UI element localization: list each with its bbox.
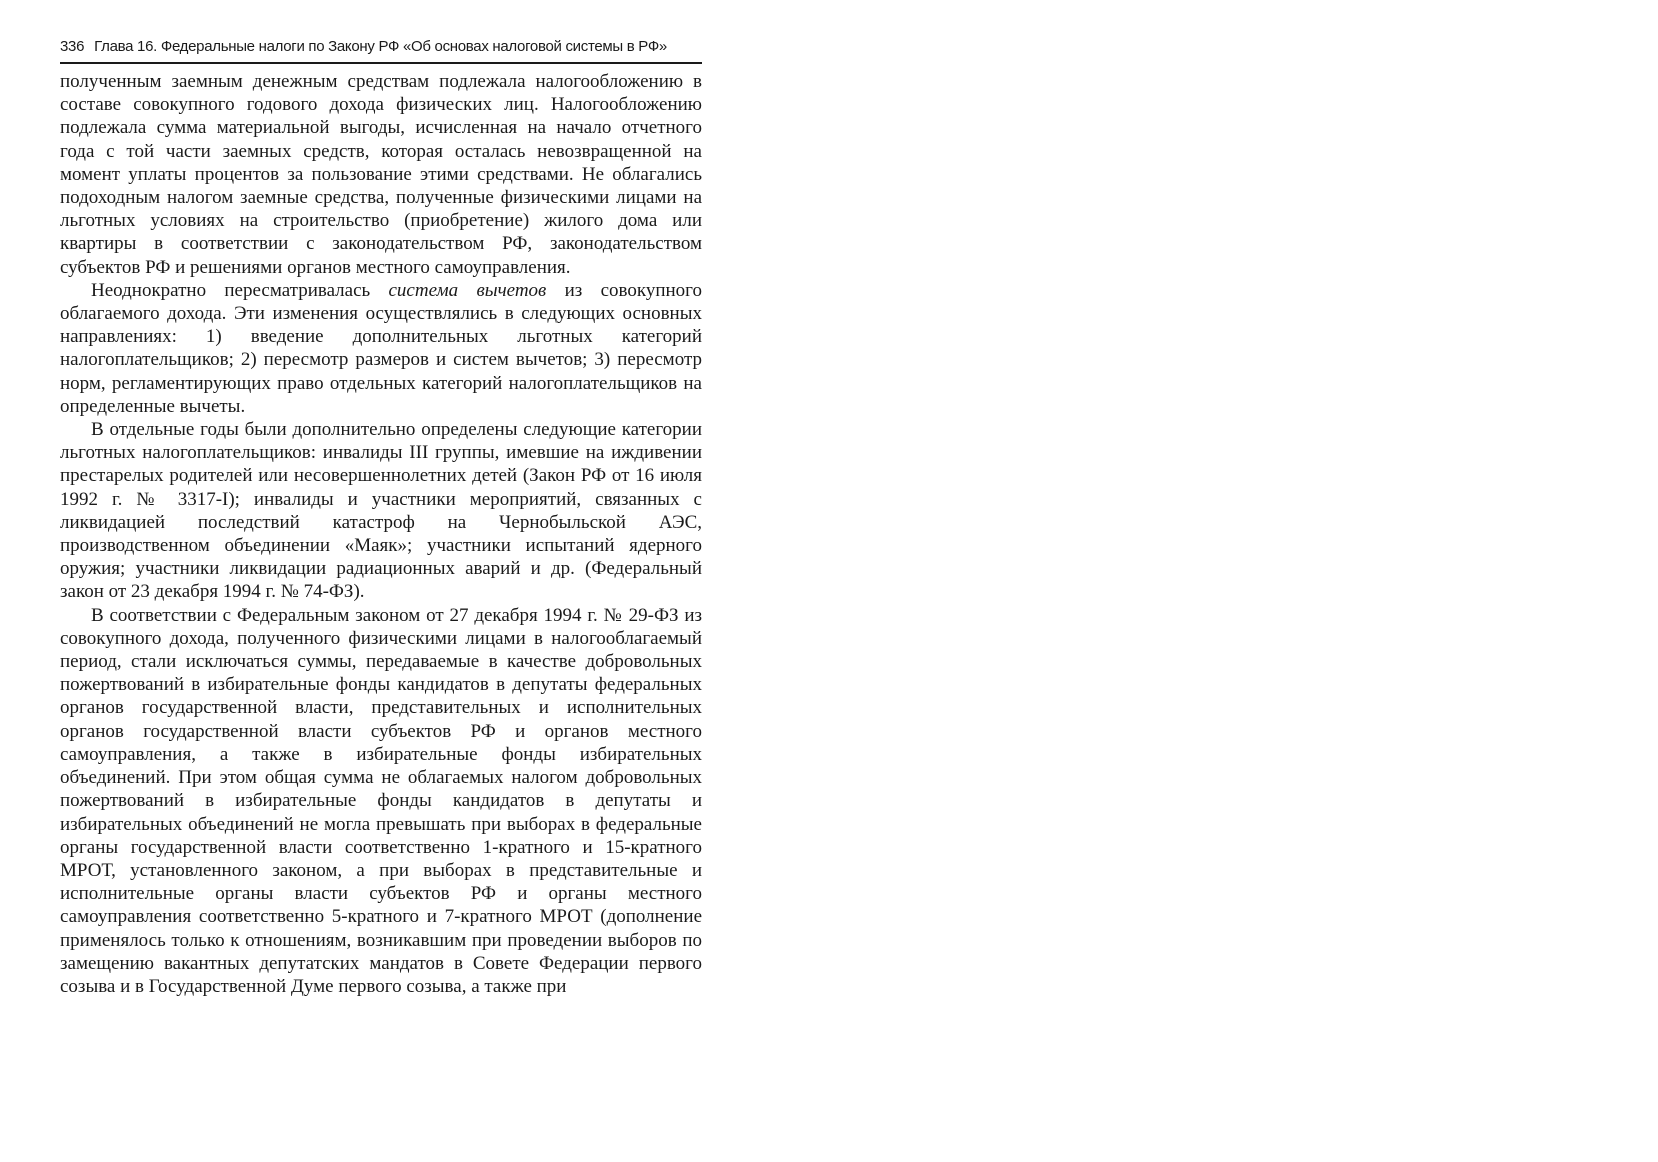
book-page: [60, 36, 702, 998]
chapter-title: Глава 16. Федеральные налоги по Закону РФ «Об основах налоговой системы в РФ»: [94, 38, 667, 55]
running-head: [60, 36, 702, 64]
emphasis-term: система вычетов: [388, 279, 547, 301]
paragraph-continuation: полученным заемным денежным средствам подлежала налогообложению в составе совокупного годового дохода физических лиц. Налогообложению подлежала сумма материальной выгоды, исчисленная на начало отчетного года с той части заемных средств, которая осталась невозвращенной на момент уплаты процентов за пользование этими средствами. Не облагались подоходным налогом заемные средства, полученные физическими лицами на льготных условиях на строительство (приобретение) жилого дома или квартиры в соответствии с законодательством РФ, законодательством субъектов РФ и решениями органов местного самоуправления.: [60, 71, 702, 278]
paragraph-text: Неоднократно пересматривалась: [91, 279, 389, 301]
body-text: [60, 70, 702, 998]
paragraph-text: из совокупного облагаемого дохода. Эти изменения осуществлялись в следующих основных направлениях: 1) введение дополнительных льготных категорий налогоплательщиков; 2) пересмотр размеров и систем вычетов; 3) пересмотр норм, регламентирующих право отдельных категорий налогоплательщиков на определенные вычеты.: [60, 279, 702, 417]
paragraph-deductions: [60, 279, 702, 418]
paragraph-privileged-categories: В отдельные годы были дополнительно определены следующие категории льготных налогоплательщиков: инвалиды III группы, имевшие на иждивении престарелых родителей или несовершеннолетних детей (Закон РФ от 16 июля 1992 г. № 3317-I); инвалиды и участники мероприятий, связанных с ликвидацией последствий катастроф на Чернобыльской АЭС, производственном объединении «Маяк»; участники испытаний ядерного оружия; участники ликвидации радиационных аварий и др. (Федеральный закон от 23 декабря 1994 г. № 74-ФЗ).: [60, 419, 702, 603]
page-number: 336: [60, 38, 85, 55]
paragraph-donations: В соответствии с Федеральным законом от 27 декабря 1994 г. № 29-ФЗ из совокупного дохода, полученного физическими лицами в налогооблагаемый период, стали исключаться суммы, передаваемые в качестве добровольных пожертвований в избирательные фонды кандидатов в депутаты федеральных органов государственной власти, представительных и исполнительных органов государственной власти субъектов РФ и органов местного самоуправления, а также в избирательные фонды избирательных объединений. При этом общая сумма не облагаемых налогом добровольных пожертвований в избирательные фонды кандидатов в депутаты и избирательных объединений не могла превышать при выборах в федеральные органы государственной власти соответственно 1-кратного и 15-кратного МРОТ, установленного законом, а при выборах в представительные и исполнительные органы власти субъектов РФ и органы местного самоуправления соответственно 5-кратного и 7-кратного МРОТ (дополнение применялось только к отношениям, возникавшим при проведении выборов по замещению вакантных депутатских мандатов в Совете Федерации первого созыва и в Государственной Думе первого созыва, а также при: [60, 604, 702, 997]
